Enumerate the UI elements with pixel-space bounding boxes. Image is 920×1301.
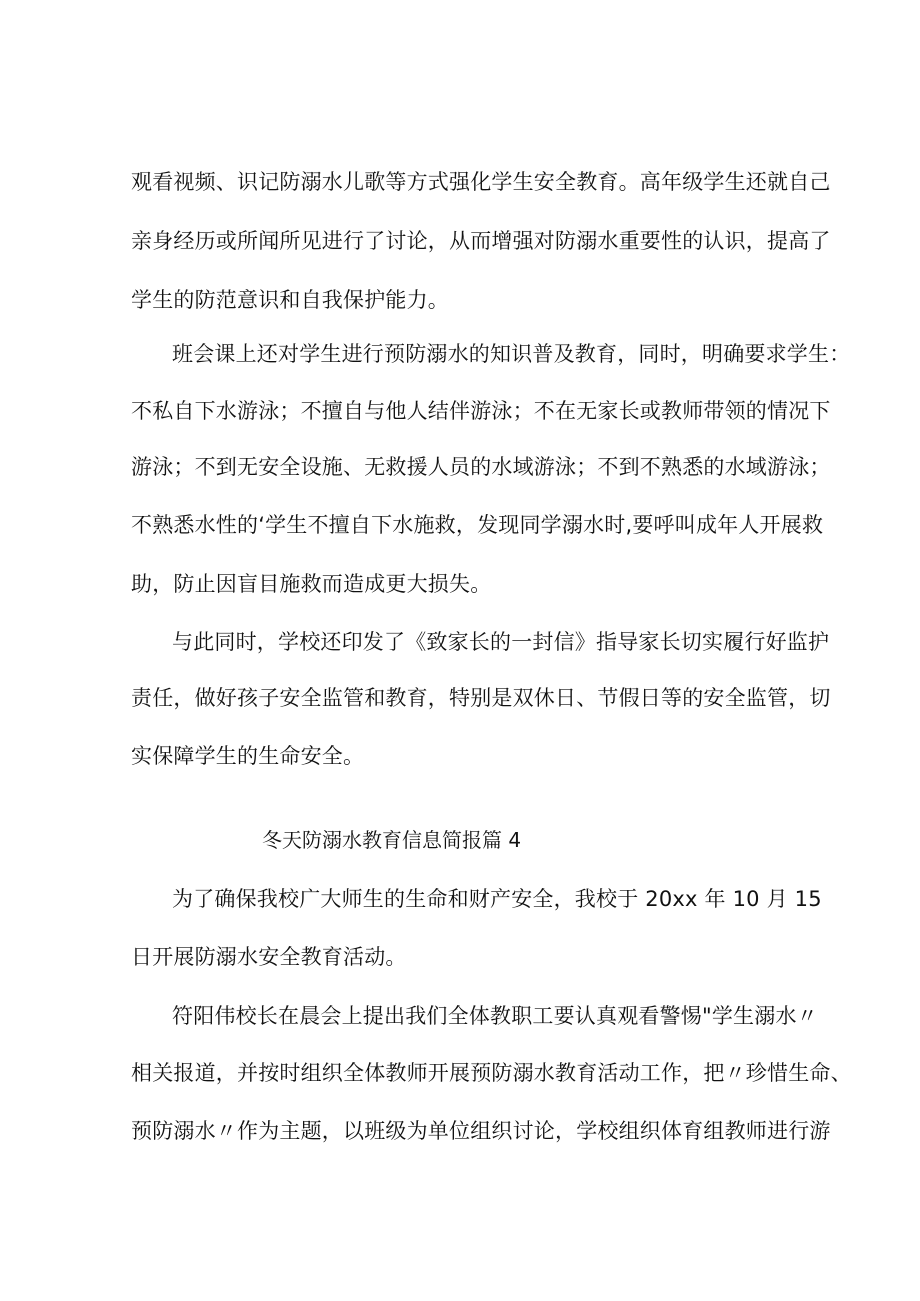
section-heading: 冬天防溺水教育信息简报篇 4 <box>262 828 522 852</box>
paragraph-line: 学生的防范意识和自我保护能力。 <box>131 288 449 312</box>
paragraph-line: 助，防止因盲目施救而造成更大损失。 <box>131 572 492 596</box>
paragraph-line: 不私自下水游泳；不擅自与他人结伴游泳；不在无家长或教师带领的情况下 <box>131 399 831 423</box>
paragraph-line: 观看视频、识记防溺水儿歌等方式强化学生安全教育。高年级学生还就自己 <box>131 170 831 194</box>
paragraph-line: 不熟悉水性的‘学生不擅自下水施救，发现同学溺水时,要呼叫成年人开展救 <box>131 513 824 537</box>
paragraph-line: 预防溺水〃作为主题，以班级为单位组织讨论，学校组织体育组教师进行游 <box>131 1119 831 1143</box>
paragraph-line: 与此同时，学校还印发了《致家长的一封信》指导家长切实履行好监护 <box>172 630 830 654</box>
paragraph-line: 符阳伟校长在晨会上提出我们全体教职工要认真观看警惕"学生溺水〃 <box>172 1004 818 1028</box>
paragraph-line: 日开展防溺水安全教育活动。 <box>131 945 407 969</box>
paragraph-line: 班会课上还对学生进行预防溺水的知识普及教育，同时，明确要求学生： <box>172 342 851 366</box>
paragraph-line: 责任，做好孩子安全监管和教育，特别是双休日、节假日等的安全监管，切 <box>131 686 831 710</box>
paragraph-line: 亲身经历或所闻所见进行了讨论，从而增强对防溺水重要性的认识，提高了 <box>131 229 831 253</box>
paragraph-line: 实保障学生的生命安全。 <box>131 744 365 768</box>
paragraph-line: 相关报道，并按时组织全体教师开展预防溺水教育活动工作，把〃珍惜生命、 <box>131 1061 852 1085</box>
paragraph-line: 为了确保我校广大师生的生命和财产安全，我校于 20xx 年 10 月 15 <box>172 887 822 911</box>
paragraph-line: 游泳；不到无安全设施、无救援人员的水域游泳；不到不熟悉的水域游泳； <box>131 455 831 479</box>
